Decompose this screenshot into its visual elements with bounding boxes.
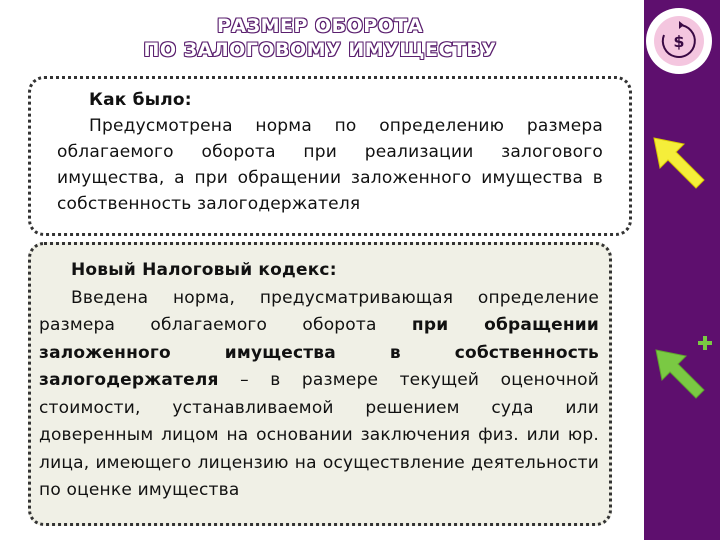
coin-inner bbox=[654, 16, 704, 66]
old-rule-text: Предусмотрена норма по определению размера облагаемого оборота при реализации залогового имущества, а при обращении заложенного имущества в собственность залогодержателя bbox=[57, 116, 603, 214]
refresh-ring-icon bbox=[657, 19, 701, 63]
add-pointer-icon bbox=[652, 336, 716, 400]
old-rule-panel bbox=[28, 76, 632, 236]
bottom-divider bbox=[0, 534, 640, 540]
new-rule-text-intro: Введена норма, предусматривающая определение размера облагаемого оборота bbox=[39, 287, 599, 335]
coin-refresh-icon[interactable] bbox=[646, 8, 712, 74]
new-rule-panel bbox=[28, 242, 612, 526]
new-rule-heading: Новый Налоговый кодекс: bbox=[71, 260, 337, 280]
new-rule-text bbox=[39, 285, 599, 505]
slide-title-line-1: РАЗМЕР ОБОРОТА bbox=[216, 15, 424, 37]
sidebar-edge-divider bbox=[640, 0, 644, 540]
right-sidebar bbox=[640, 0, 720, 540]
slide-title bbox=[0, 14, 640, 62]
new-rule-text-rest: – в размере текущей оценочной стоимости, устанавливаемой решением суда или доверенным лицом на основании заключения физ. или юр. лица, имеющего лицензию на осуществление деятельности по оценке имущества bbox=[39, 370, 599, 500]
slide-title-line-2: ПО ЗАЛОГОВОМУ ИМУЩЕСТВУ bbox=[143, 39, 497, 61]
old-rule-heading: Как было: bbox=[89, 90, 192, 110]
new-rule-text-emphasis: при обращении заложенного имущества в собственность залогодержателя bbox=[39, 315, 599, 390]
pointer-arrow-icon bbox=[652, 136, 708, 192]
coin-symbol: $ bbox=[673, 31, 685, 51]
